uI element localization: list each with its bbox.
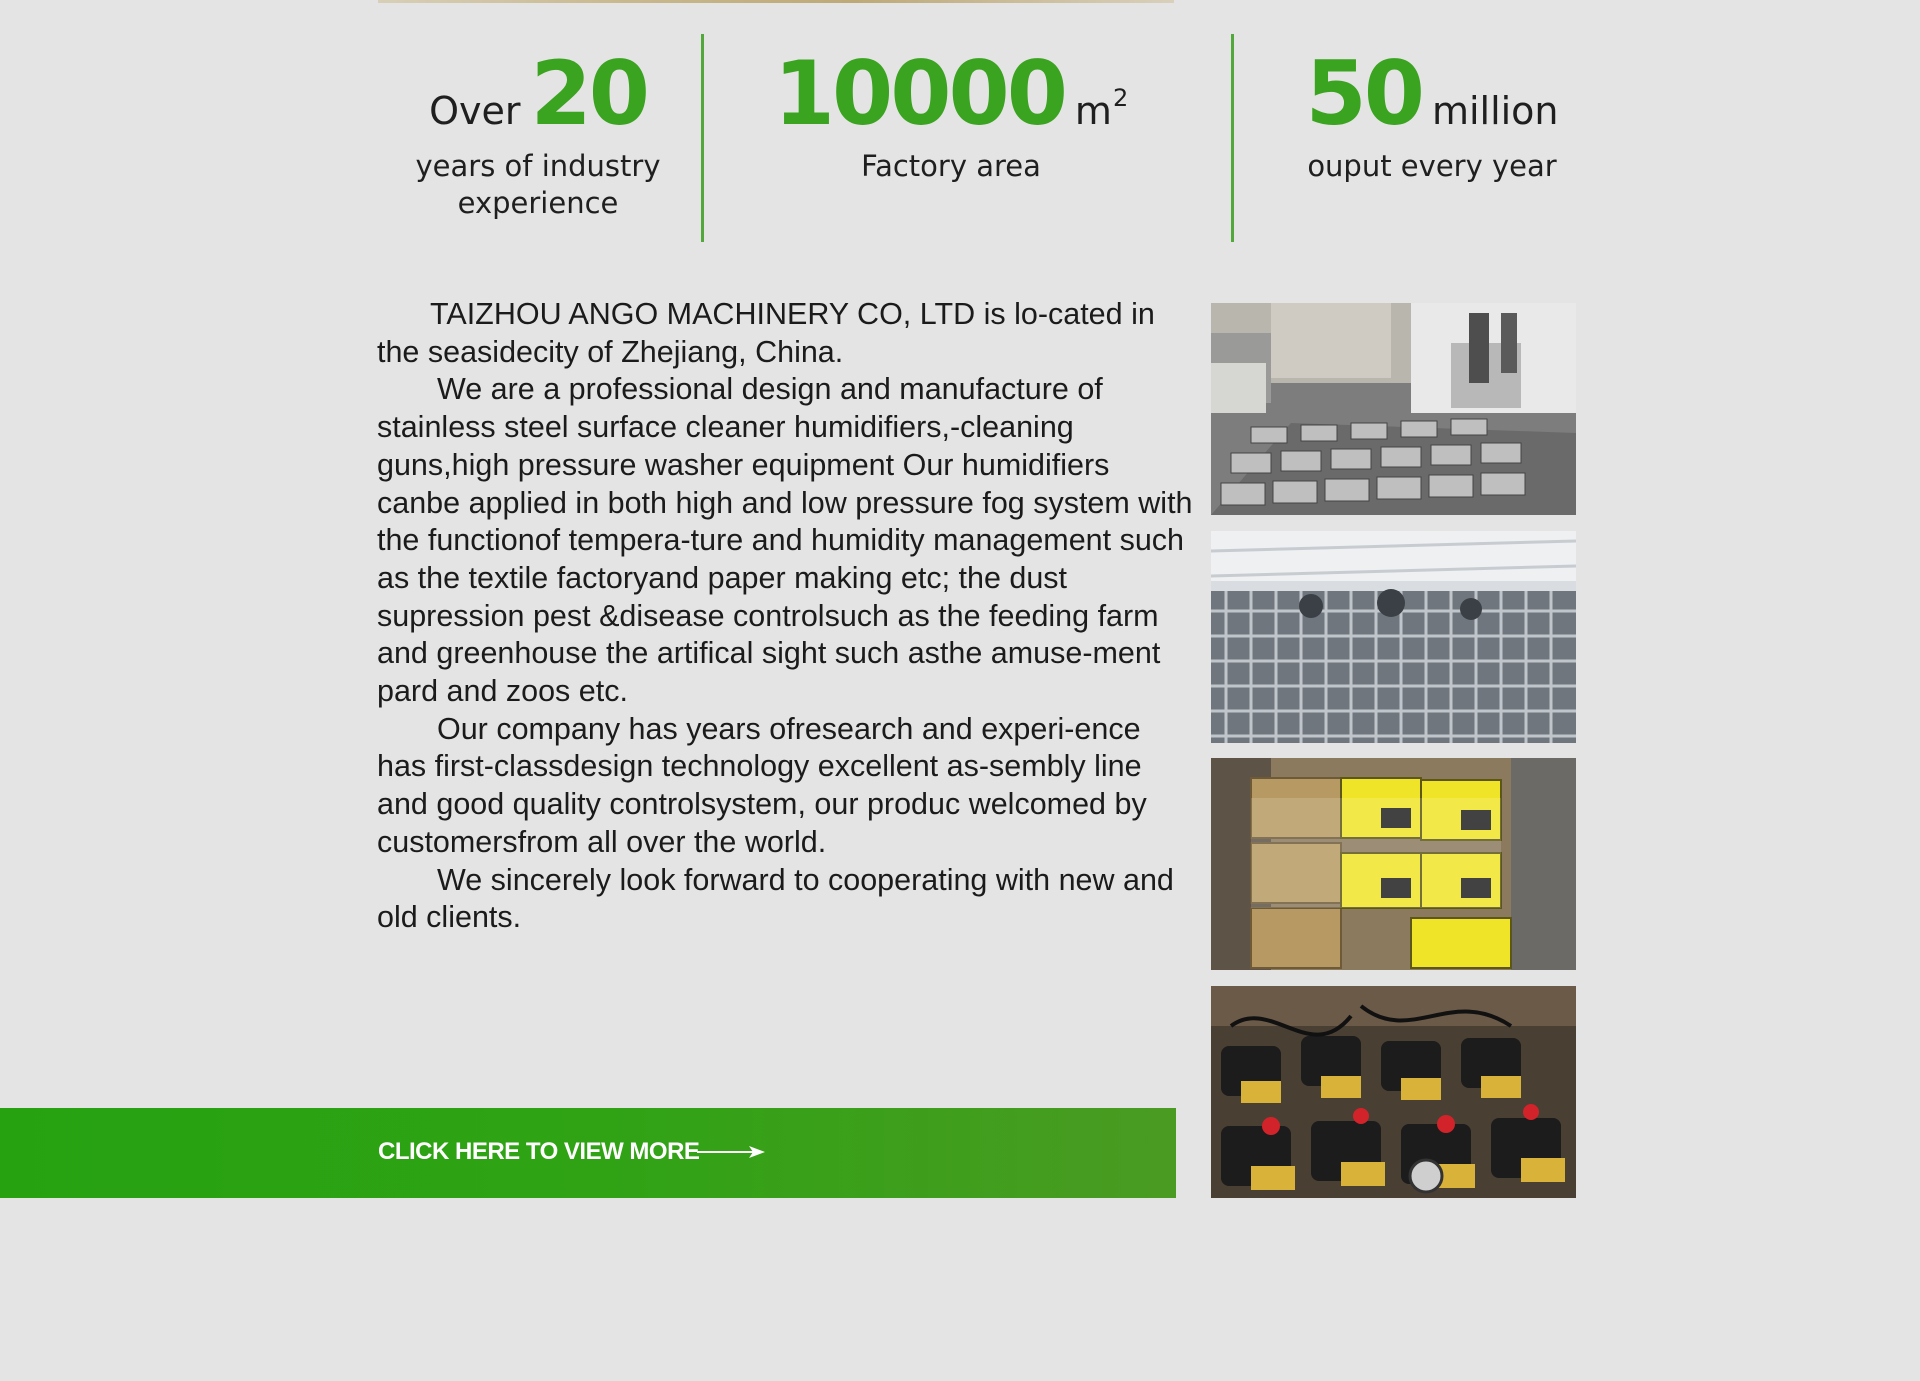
packaged-boxes-photo xyxy=(1211,758,1576,970)
stat-number: 10000 xyxy=(773,42,1065,145)
description-paragraph: We sincerely look forward to cooperating with new and old clients. xyxy=(377,862,1174,935)
description-paragraph: We are a professional design and manufacture of stainless steel surface cleaner humidifiers,-cleaning guns,high pressure washer equipment Our humidifiers canbe applied in both high and low pressure fog system with the functionof tempera-ture and humidity management such as the textile factoryand paper making etc; the dust supression pest &disease controlsuch as the feeding farm and greenhouse the artifical sight such asthe amuse-ment pard and zoos etc. xyxy=(377,372,1193,709)
view-more-button[interactable] xyxy=(0,1108,1176,1198)
stat-prefix: Over xyxy=(429,89,521,133)
stat-caption xyxy=(748,148,1154,185)
metal-parts-crates-photo xyxy=(1211,531,1576,743)
factory-machining-photo xyxy=(1211,303,1576,515)
stat-number: 50 xyxy=(1305,42,1422,145)
stat-caption-line: years of industry xyxy=(415,149,661,183)
stat-caption-line: Factory area xyxy=(861,149,1041,183)
stat-annual-output xyxy=(1280,42,1584,185)
company-description xyxy=(377,296,1197,937)
arrow-right-icon xyxy=(697,1144,767,1160)
stat-divider xyxy=(1231,34,1234,242)
stat-unit-superscript: 2 xyxy=(1112,84,1129,112)
stat-caption-line: experience xyxy=(457,186,619,220)
top-banner-strip xyxy=(378,0,1174,3)
stat-caption xyxy=(390,148,686,222)
stat-experience xyxy=(390,42,686,222)
description-paragraph: TAIZHOU ANGO MACHINERY CO, LTD is lo-cated in the seasidecity of Zhejiang, China. xyxy=(377,297,1155,369)
view-more-label: CLICK HERE TO VIEW MORE xyxy=(378,1138,700,1165)
stat-factory-area xyxy=(748,42,1154,185)
stat-caption-line: ouput every year xyxy=(1307,149,1557,183)
stat-unit: million xyxy=(1431,89,1559,133)
stat-unit xyxy=(1075,84,1128,133)
stat-divider xyxy=(701,34,704,242)
stat-number: 20 xyxy=(530,42,647,145)
stat-unit-text: m xyxy=(1074,89,1112,133)
description-paragraph: Our company has years ofresearch and experi-ence has first-classdesign technology excellent as-sembly line and good quality controlsystem, our produc welcomed by customersfrom all over the world. xyxy=(377,711,1147,859)
stat-caption xyxy=(1280,148,1584,185)
pump-assembly-photo xyxy=(1211,986,1576,1198)
